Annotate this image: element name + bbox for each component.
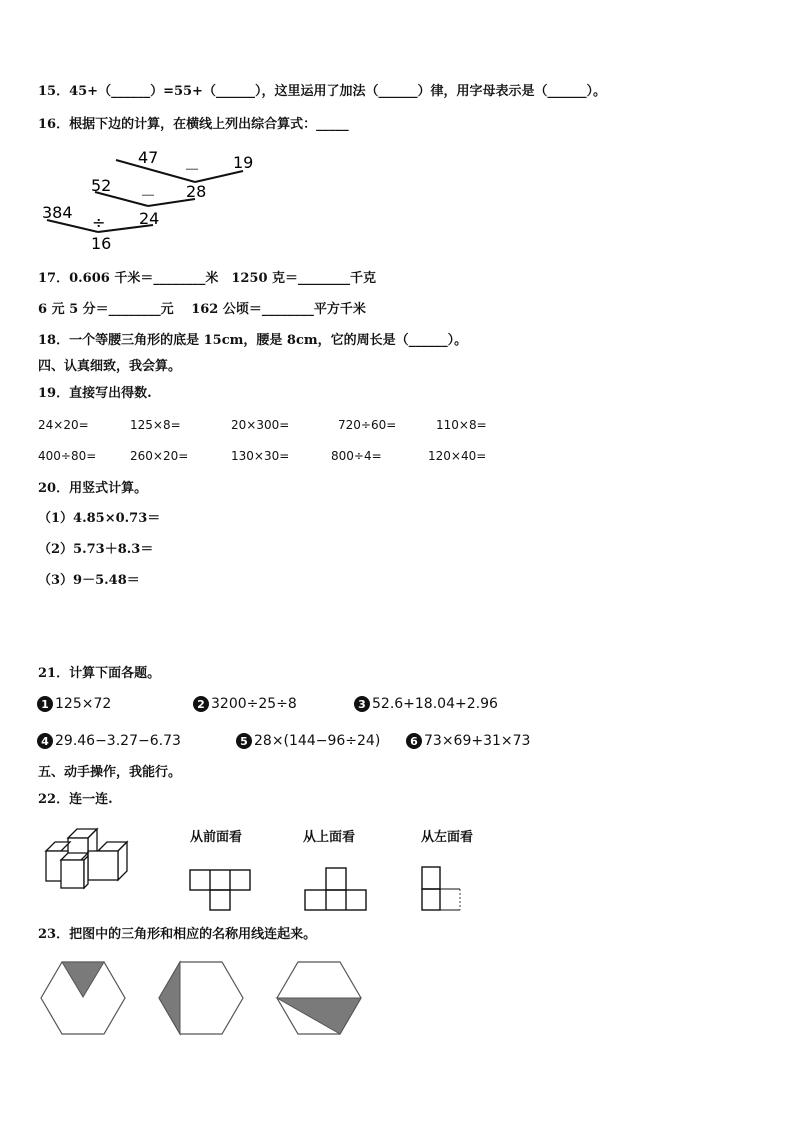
question-22: 22．连一连. [38, 792, 113, 807]
calc-item: 400÷80= [38, 449, 97, 463]
section-4-heading: 四、认真细致，我会算。 [38, 359, 182, 374]
tree-num-19: 19 [233, 153, 254, 172]
circled-number: 3 [354, 696, 370, 712]
tree-op-minus-1: － [184, 160, 201, 179]
calc-item: 24×20= [38, 418, 89, 432]
expression-item: 3 52.6+18.04+2.96 [354, 696, 498, 712]
expression-item: 6 73×69+31×73 [406, 733, 530, 749]
tree-op-minus-2: － [140, 186, 157, 205]
tree-num-28: 28 [186, 182, 207, 201]
calc-item: 20×300= [231, 418, 290, 432]
calc-item: 130×30= [231, 449, 290, 463]
tree-num-24: 24 [139, 209, 160, 228]
question-17-line2: 6 元 5 分＝________元 162 公顷＝________平方千米 [38, 302, 366, 317]
question-15: 15．45+（______）=55+（______），这里运用了加法（______）律，用字母表示是（______）。 [38, 84, 606, 99]
section-5-heading: 五、动手操作，我能行。 [38, 765, 182, 780]
vertical-calc-item: （3）9－5.48＝ [38, 573, 140, 588]
question-18: 18．一个等腰三角形的底是 15cm，腰是 8cm，它的周长是（______）。 [38, 333, 468, 348]
calc-item: 800÷4= [331, 449, 382, 463]
vertical-calc-item: （2）5.73＋8.3＝ [38, 542, 154, 557]
tree-num-16: 16 [91, 234, 112, 253]
expression-item: 5 28×(144−96÷24) [236, 733, 380, 749]
circled-number: 4 [37, 733, 53, 749]
expression-item: 4 29.46−3.27−6.73 [37, 733, 181, 749]
tree-num-384: 384 [42, 203, 73, 222]
expression-item: 1 125×72 [37, 696, 111, 712]
question-16: 16．根据下边的计算，在横线上列出综合算式：_____ [38, 117, 349, 132]
calc-item: 720÷60= [338, 418, 397, 432]
calc-item: 120×40= [428, 449, 487, 463]
view-label-left: 从左面看 [421, 830, 474, 845]
question-21: 21．计算下面各题。 [38, 666, 161, 681]
circled-number: 2 [193, 696, 209, 712]
circled-number: 5 [236, 733, 252, 749]
calc-item: 110×8= [436, 418, 487, 432]
tree-num-52: 52 [91, 176, 112, 195]
question-19: 19．直接写出得数. [38, 386, 152, 401]
calc-item: 125×8= [130, 418, 181, 432]
question-17-line1: 17．0.606 千米＝________米 1250 克＝________千克 [38, 271, 377, 286]
view-label-front: 从前面看 [190, 830, 243, 845]
question-23: 23．把图中的三角形和相应的名称用线连起来。 [38, 927, 317, 942]
calc-item: 260×20= [130, 449, 189, 463]
tree-num-47: 47 [138, 148, 159, 167]
question-20: 20．用竖式计算。 [38, 481, 148, 496]
vertical-calc-item: （1）4.85×0.73＝ [38, 511, 161, 526]
tree-op-divide: ÷ [92, 213, 106, 232]
circled-number: 1 [37, 696, 53, 712]
view-label-top: 从上面看 [303, 830, 356, 845]
circled-number: 6 [406, 733, 422, 749]
expression-item: 2 3200÷25÷8 [193, 696, 297, 712]
